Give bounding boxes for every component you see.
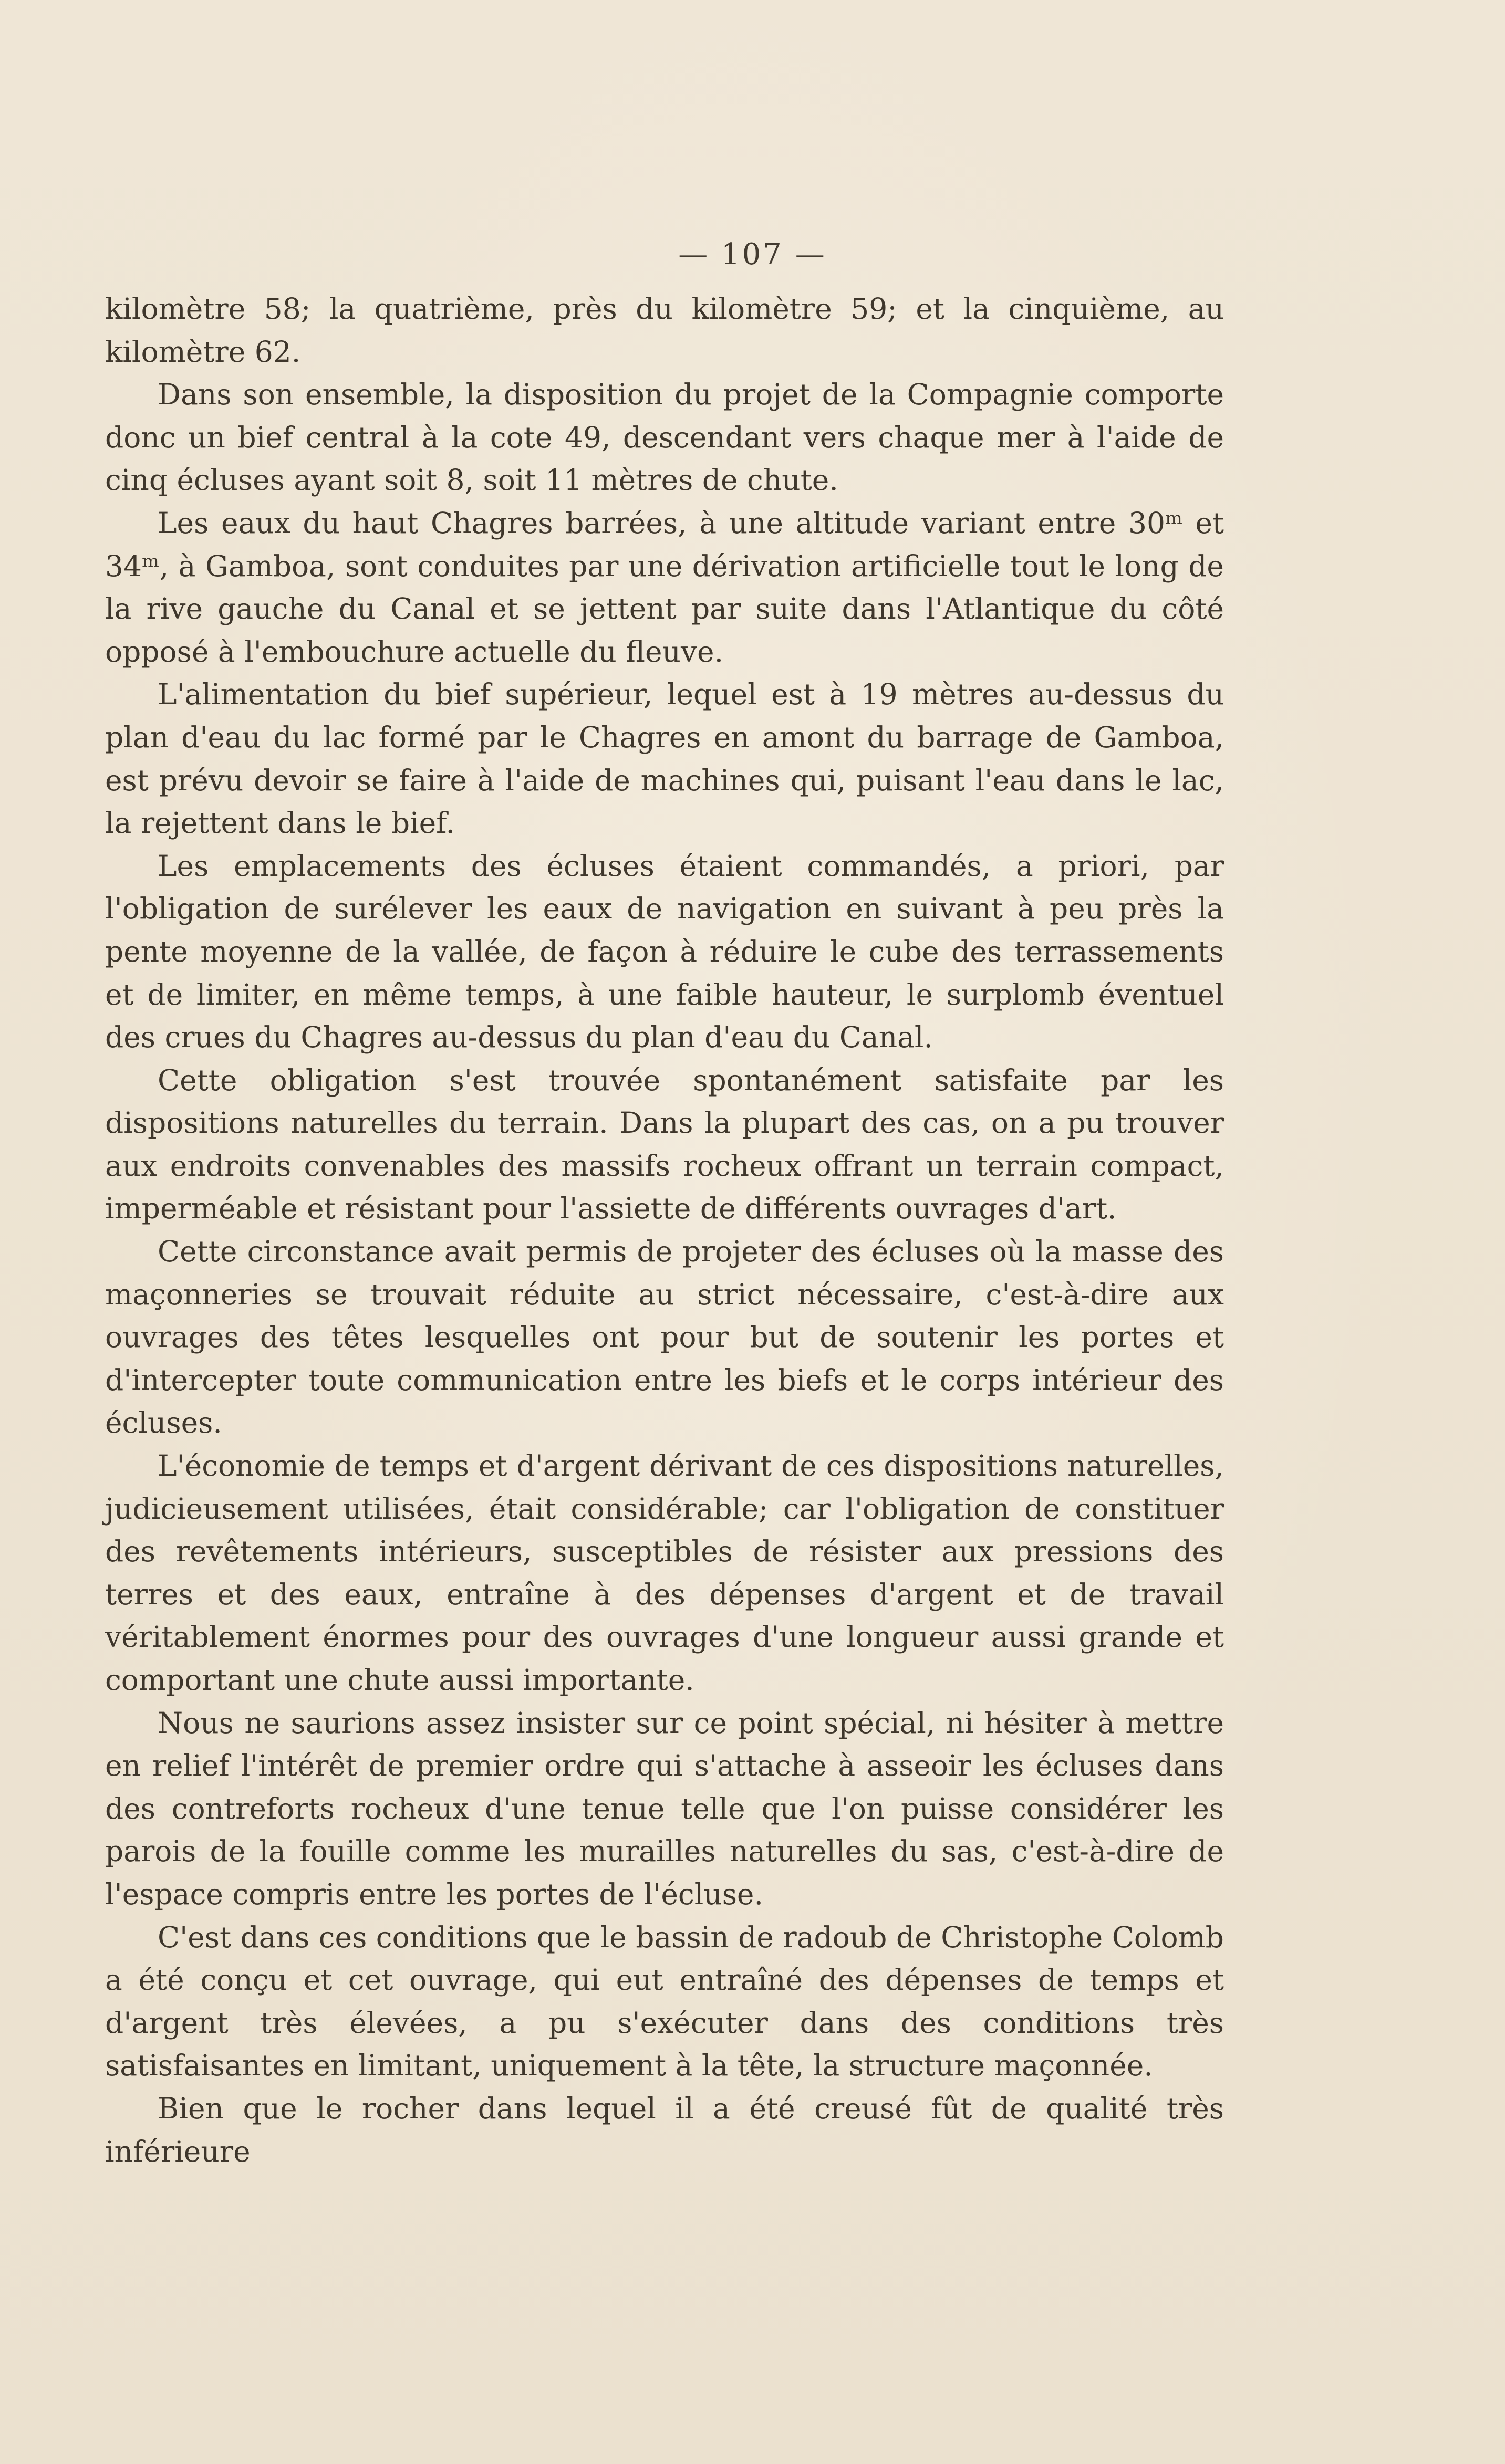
paragraph: Bien que le rocher dans lequel il a été creusé fût de qualité très inférieure xyxy=(105,2091,1224,2168)
paragraph: L'économie de temps et d'argent dérivant de ces dispositions naturelles, judicieusement utilisées, était considérable; car l'obligation de constituer des revêtements intérieurs, susceptibles de résister aux pressions des terres et des eaux, entraîne à des dépenses d'argent et de travail véritablement énormes pour des ouvrages d'une longueur aussi grande et comportant une chute aussi importante. xyxy=(105,1449,1224,1697)
paragraph: Nous ne saurions assez insister sur ce point spécial, ni hésiter à mettre en relief l'intérêt de premier ordre qui s'attache à asseoir les écluses dans des contreforts rocheux d'une tenue telle que l'on puisse considérer les parois de la fouille comme les murailles naturelles du sas, c'est-à-dire de l'espace compris entre les portes de l'écluse. xyxy=(105,1706,1224,1911)
paragraph: Cette obligation s'est trouvée spontanément satisfaite par les dispositions naturelles du terrain. Dans la plupart des cas, on a pu trouver aux endroits convenables des massifs rocheux offrant un terrain compact, imperméable et résistant pour l'assiette de différents ouvrages d'art. xyxy=(105,1063,1224,1226)
paragraph: Les emplacements des écluses étaient commandés, a priori, par l'obligation de surélever les eaux de navigation en suivant à peu près la pente moyenne de la vallée, de façon à réduire le cube des terrassements et de limiter, en même temps, à une faible hauteur, le surplomb éventuel des crues du Chagres au-dessus du plan d'eau du Canal. xyxy=(105,849,1224,1054)
paragraph: L'alimentation du bief supérieur, lequel est à 19 mètres au-dessus du plan d'eau du lac formé par le Chagres en amont du barrage de Gamboa, est prévu devoir se faire à l'aide de machines qui, puisant l'eau dans le lac, la rejettent dans le bief. xyxy=(105,677,1224,840)
paragraph: Les eaux du haut Chagres barrées, à une altitude variant entre 30ᵐ et 34ᵐ, à Gamboa, sont conduites par une dérivation artificielle tout le long de la rive gauche du Canal et se jettent par suite dans l'Atlantique du côté opposé à l'embouchure actuelle du fleuve. xyxy=(105,506,1224,669)
paragraph-continuation: kilomètre 58; la quatrième, près du kilomètre 59; et la cinquième, au kilomètre 62. xyxy=(105,292,1224,369)
body-text xyxy=(105,288,1224,2173)
paragraph: C'est dans ces conditions que le bassin de radoub de Christophe Colomb a été conçu et cet ouvrage, qui eut entraîné des dépenses de temps et d'argent très élevées, a pu s'exécuter dans des conditions très satisfaisantes en limitant, uniquement à la tête, la structure maçonnée. xyxy=(105,1920,1224,2083)
paragraph: Cette circonstance avait permis de projeter des écluses où la masse des maçonneries se trouvait réduite au strict nécessaire, c'est-à-dire aux ouvrages des têtes lesquelles ont pour but de soutenir les portes et d'intercepter toute communication entre les biefs et le corps intérieur des écluses. xyxy=(105,1235,1224,1440)
paragraph: Dans son ensemble, la disposition du projet de la Compagnie comporte donc un bief central à la cote 49, descendant vers chaque mer à l'aide de cinq écluses ayant soit 8, soit 11 mètres de chute. xyxy=(105,378,1224,497)
page-number: — 107 — xyxy=(678,237,827,272)
